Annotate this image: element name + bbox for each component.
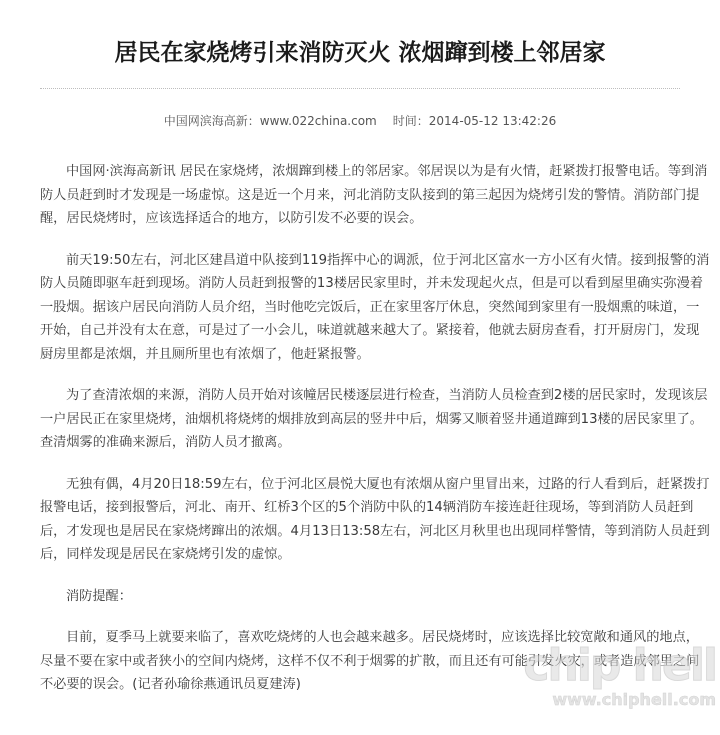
- paragraph-6: 目前，夏季马上就要来临了，喜欢吃烧烤的人也会越来越多。居民烧烤时，应该选择比较宽敞和通风的地点，尽量不要在家中或者狭小的空间内烧烤，这样不仅不利于烟雾的扩散，而且还有可能引发火灾，或者造成邻里之间不必要的误会。(记者孙瑜徐燕通讯员夏建涛): [40, 630, 700, 692]
- paragraph-1: 中国网·滨海高新讯 居民在家烧烤，浓烟蹿到楼上的邻居家。邻居误以为是有火情，赶紧拨打报警电话。等到消防人员赶到时才发现是一场虚惊。这是近一个月来，河北消防支队接到的第三起因为烧烤引发的警情。消防部门提醒，居民烧烤时，应该选择适合的地方，以防引发不必要的误会。: [40, 164, 708, 226]
- paragraph-4: 无独有偶，4月20日18:59左右，位于河北区晨悦大厦也有浓烟从窗户里冒出来，过路的行人看到后，赶紧拨打报警电话，接到报警后，河北、南开、红桥3个区的5个消防中队的14辆消防车接连赶往现场，等到消防人员赶到后，才发现也是居民在家烧烤蹿出的浓烟。4月13日13:58左右，河北区月秋里也出现同样警情，等到消防人员赶到后，同样发现是居民在家烧烤引发的虚惊。: [40, 476, 710, 562]
- watermark-url: www.chiphell.com: [552, 690, 716, 709]
- paragraph-5-heading: 消防提醒：: [66, 588, 132, 604]
- article-title: 居民在家烧烤引来消防灭火 浓烟蹿到楼上邻居家: [114, 40, 606, 66]
- paragraph-2: 前天19:50左右，河北区建昌道中队接到119指挥中心的调派，位于河北区富水一方小区有火情。接到报警的消防人员随即驱车赶到现场。消防人员赶到报警的13楼居民家里时，并未发现起火点，但是可以看到屋里确实弥漫着一股烟。据该户居民向消防人员介绍，当时他吃完饭后，正在家里客厅休息，突然闻到家里有一股烟熏的味道，一开始，自己并没有太在意，可是过了一小会儿，味道就越来越大了。紧接着，他就去厨房查看，打开厨房门，发现厨房里都是浓烟，并且厕所里也有浓烟了，他赶紧报警。: [40, 252, 710, 362]
- watermark-logo: chip hell: [523, 640, 716, 691]
- source-text: 中国网滨海高新：www.022china.com: [163, 114, 377, 128]
- article-meta: [0, 112, 720, 129]
- article-body: [40, 160, 712, 715]
- title-divider: [40, 88, 680, 89]
- time-value: 2014-05-12 13:42:26: [428, 114, 557, 128]
- paragraph-3: 为了查清浓烟的来源，消防人员开始对该幢居民楼逐层进行检查，当消防人员检查到2楼的居民家时，发现该层一户居民正在家里烧烤，油烟机将烧烤的烟排放到高层的竖井中后，烟雾又顺着竖井通道蹿到13楼的居民家里了。查清烟雾的准确来源后，消防人员才撤离。: [40, 388, 708, 450]
- time-label: 时间：: [392, 114, 429, 128]
